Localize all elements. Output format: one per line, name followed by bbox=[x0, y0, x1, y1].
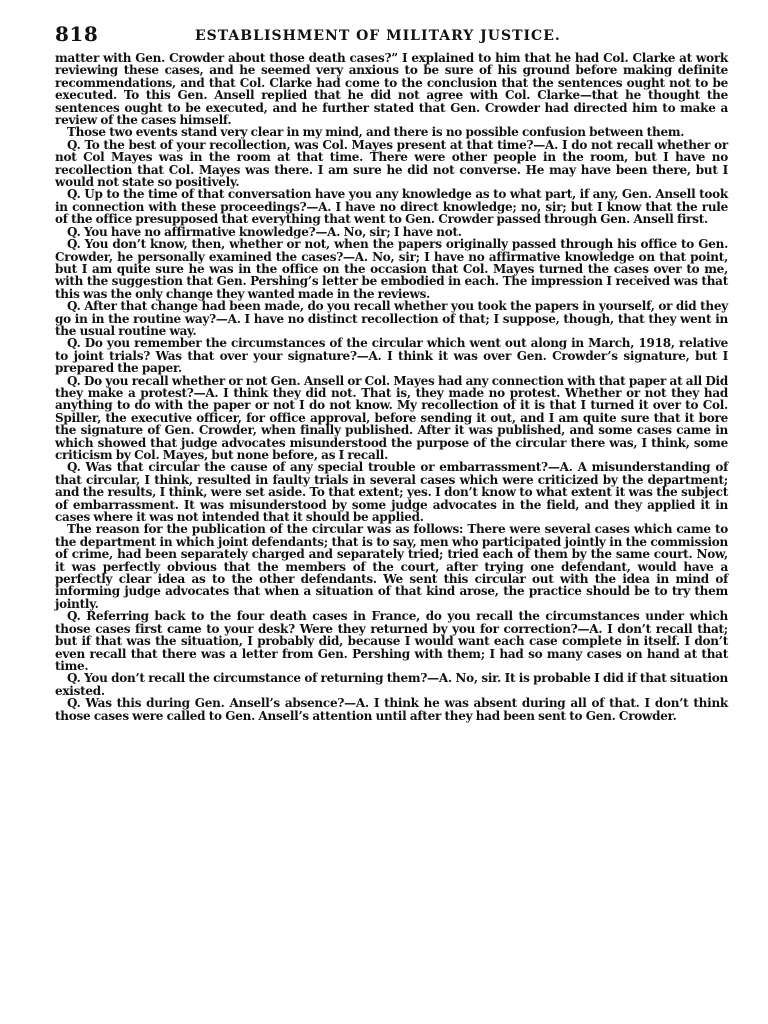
paragraph: Q. You don’t know, then, whether or not, when the papers originally passed through his office to Gen. Crowder, he personally examined the cases?—A. No, sir; I have no affirmative knowledge on that point, but I am quite sure he was in the office on the occasion that Col. Mayes turned the cases over to me, with the suggestion that Gen. Pershing’s letter be embodied in each. The impression I received was that this was the only change they wanted made in the reviews. bbox=[55, 237, 728, 301]
paragraph: Q. You don’t recall the circumstance of returning them?—A. No, sir. It is probable I did if that situation existed. bbox=[55, 671, 728, 698]
paragraph: Q. Do you recall whether or not Gen. Ansell or Col. Mayes had any connection with that paper at all Did they make a protest?—A. I think they did not. That is, they made no protest. Whether or not they had anything to do with the paper or not I do not know. My recollection of it is that I turned it over to Col. Spiller, the executive officer, for office approval, before sending it out, and I am quite sure that it bore the signature of Gen. Crowder, when finally published. After it was published, and some cases came in which showed that judge advocates misunderstood the purpose of the circular there was, I think, some criticism by Col. Mayes, but none before, as I recall. bbox=[55, 373, 728, 462]
paragraph: Q. Do you remember the circumstances of the circular which went out along in March, 1918, relative to joint trials? Was that over your signature?—A. I think it was over Gen. Crowder’s signature, but I prepared the paper. bbox=[55, 336, 728, 376]
paragraph: The reason for the publication of the circular was as follows: There were several cases which came to the department in which joint defendants; that is to say, men who participated jointly in the commission of crime, had been separately charged and separately tried; tried each of them by the same court. Now, it was perfectly obvious that the members of the court, after trying one defendant, would have a perfectly clear idea as to the other defendants. We sent this circular out with the idea in mind of informing judge advocates that when a situation of that kind arose, the practice should be to try them jointly. bbox=[55, 522, 728, 611]
page-header bbox=[55, 22, 728, 52]
paragraph: Q. Up to the time of that conversation have you any knowledge as to what part, if any, Gen. Ansell took in connection with these proceedings?—A. I have no direct knowledge; no, sir; but I know that the rule of the office presupposed that everything that went to Gen. Crowder passed through Gen. Ansell first. bbox=[55, 187, 728, 227]
page-number: 818 bbox=[55, 22, 99, 46]
paragraph: Q. You have no affirmative knowledge?—A. No, sir; I have not. bbox=[67, 224, 462, 239]
paragraph: Q. After that change had been made, do you recall whether you took the papers in yourself, or did they go in in the routine way?—A. I have no distinct recollection of that; I suppose, though, that they went in the usual routine way. bbox=[55, 299, 728, 338]
paragraph: Q. Referring back to the four death cases in France, do you recall the circumstances under which those cases first came to your desk? Were they returned by you for correction?—A. I don’t recall that; but if that was the situation, I probably did, because I would want each case complete in itself. I don’t even recall that there was a letter from Gen. Pershing with them; I had so many cases on hand at that time. bbox=[55, 609, 728, 673]
paragraph: Q. Was that circular the cause of any special trouble or embarrassment?—A. A misunderstanding of that circular, I think, resulted in faulty trials in several cases which were criticized by the department; and the results, I think, were set aside. To that extent; yes. I don’t know to what extent it was the subject of embarrassment. It was misunderstood by some judge advocates in the field, and they applied it in cases where it was not intended that it should be applied. bbox=[55, 460, 728, 525]
paragraph: matter with Gen. Crowder about those death cases?” I explained to him that he had Col. Clarke at work reviewing these cases, and he seemed very anxious to be sure of his ground before making definite recommendations, and that Col. Clarke had come to the conclusion that the sentences ought not to be executed. To this Gen. Ansell replied that he did not agree with Col. Clarke—that he thought the sentences ought to be executed, and he further stated that Gen. Crowder had directed him to make a review of the cases himself. bbox=[55, 51, 728, 128]
paragraph: Q. Was this during Gen. Ansell’s absence?—A. I think he was absent during all of that. I don’t think those cases were called to Gen. Ansell’s attention until after they had been sent to Gen. Crowder. bbox=[55, 696, 728, 723]
body-text bbox=[55, 52, 728, 722]
paragraph: Those two events stand very clear in my mind, and there is no possible confusion between them. bbox=[67, 125, 685, 140]
running-title: ESTABLISHMENT OF MILITARY JUSTICE. bbox=[195, 28, 561, 44]
paragraph: Q. To the best of your recollection, was Col. Mayes present at that time?—A. I do not recall whether or not Col Mayes was in the room at that time. There were other people in the room, but I have no recollection that Col. Mayes was there. I am sure he did not converse. He may have been there, but I would not state so positively. bbox=[55, 137, 728, 190]
